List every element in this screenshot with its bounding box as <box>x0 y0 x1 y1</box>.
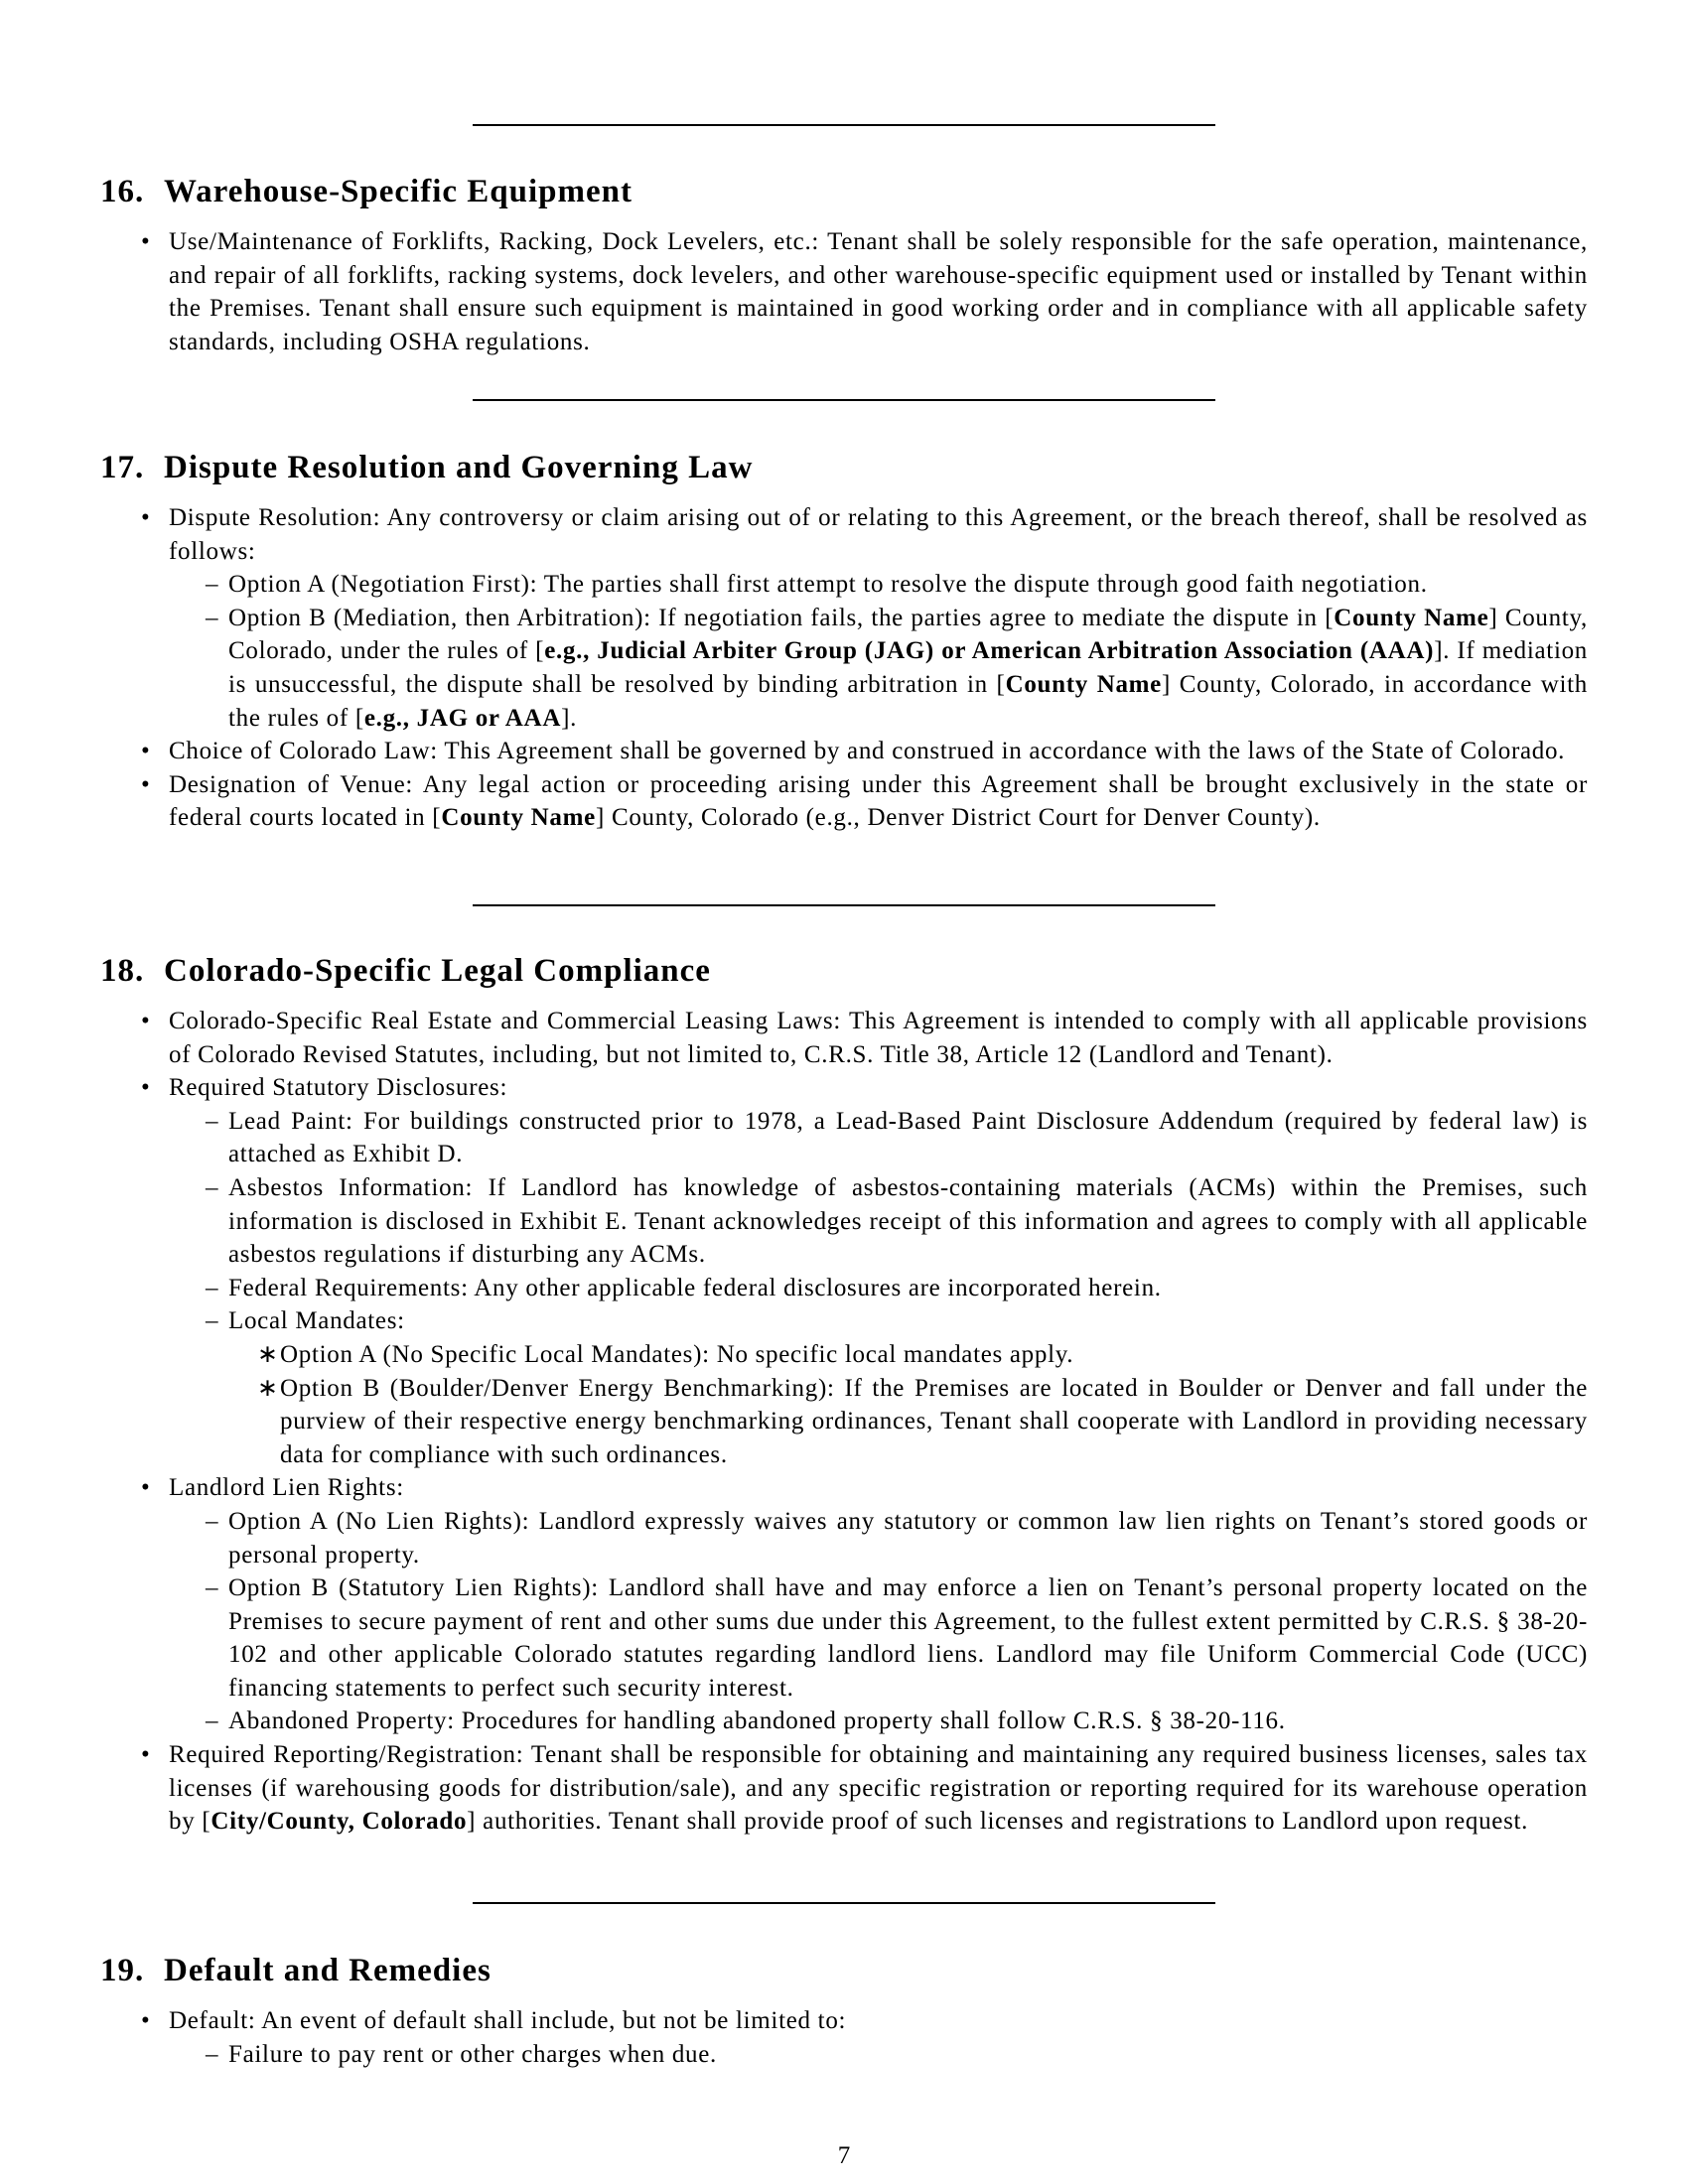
text-run: ] County, Colorado (e.g., Denver District Court for Denver County). <box>595 804 1321 832</box>
sub-list-item <box>228 1304 1588 1471</box>
list-item <box>169 2004 1588 2071</box>
text-run: ] County, Colorado, in accordance with the rules of [ <box>228 670 1588 732</box>
placeholder-text: County Name <box>1334 604 1489 631</box>
item-text: Choice of Colorado Law: This Agreement shall be governed by and construed in accordance with the laws of the State of Colorado. <box>169 738 1566 765</box>
section-number: 19. <box>100 1953 145 1988</box>
sub-list-item <box>228 2038 1588 2072</box>
section-title: Warehouse-Specific Equipment <box>164 174 633 209</box>
bullet-list <box>100 1005 1588 1839</box>
item-text: Abandoned Property: Procedures for handling abandoned property shall follow C.R.S. § 38-20-116. <box>228 1707 1286 1735</box>
section-divider <box>473 904 1215 906</box>
section-title: Default and Remedies <box>164 1953 492 1988</box>
item-text: Option B (Statutory Lien Rights): Landlord shall have and may enforce a lien on Tenant’s personal property located on the Premises to secure payment of rent and other sums due under this Agreement, to the fullest extent permitted by C.R.S. § 38-20-102 and other applicable Colorado statutes regarding landlord liens. Landlord may file Uniform Commercial Code (UCC) financing statements to perfect such security interest. <box>228 1574 1588 1702</box>
bullet-list <box>100 2004 1588 2071</box>
item-text: Local Mandates: <box>228 1307 405 1335</box>
section-divider <box>473 1902 1215 1904</box>
section-divider <box>473 399 1215 401</box>
sub-list-item <box>228 1105 1588 1171</box>
sub-list <box>169 1105 1588 1472</box>
list-item <box>169 1005 1588 1071</box>
section-number: 16. <box>100 174 145 209</box>
sub-list-item <box>228 1571 1588 1705</box>
item-text: Colorado-Specific Real Estate and Commercial Leasing Laws: This Agreement is intended to comply with all applicable provisions of Colorado Revised Statutes, including, but not limited to, C.R.S. Title 38, Article 12 (Landlord and Tenant). <box>169 1008 1588 1068</box>
sub-list-item <box>228 602 1588 735</box>
placeholder-text: County Name <box>1005 670 1162 698</box>
placeholder-text: City/County, Colorado <box>211 1808 468 1836</box>
bullet-list <box>100 501 1588 835</box>
list-item <box>169 1071 1588 1471</box>
list-item <box>169 501 1588 735</box>
list-item <box>169 1471 1588 1738</box>
sub-sub-list-item <box>280 1338 1588 1372</box>
sub-sub-list-item <box>280 1372 1588 1472</box>
placeholder-text: e.g., JAG or AAA <box>363 704 562 732</box>
section-heading <box>100 172 1588 211</box>
bullet-list <box>100 225 1588 358</box>
section-heading <box>100 1951 1588 1990</box>
text-run: ]. If mediation is unsuccessful, the dispute shall be resolved by binding arbitration in [ <box>228 637 1588 698</box>
sub-list <box>169 2038 1588 2072</box>
list-item <box>169 768 1588 835</box>
item-text: Landlord Lien Rights: <box>169 1474 404 1502</box>
item-text: Option B (Boulder/Denver Energy Benchmarking): If the Premises are located in Boulder or Denver and fall under the purview of their respective energy benchmarking ordinances, Tenant shall cooperate with Landlord in providing necessary data for compliance with such ordinances. <box>280 1374 1588 1468</box>
section-17 <box>100 448 1588 835</box>
item-text: Lead Paint: For buildings constructed prior to 1978, a Lead-Based Paint Disclosure Addendum (required by federal law) is attached as Exhibit D. <box>228 1107 1588 1168</box>
section-number: 18. <box>100 953 145 989</box>
item-text: Failure to pay rent or other charges when due. <box>228 2040 718 2068</box>
text-run: ]. <box>561 704 578 732</box>
sub-list-item <box>228 1705 1588 1738</box>
item-text <box>169 1741 1588 1835</box>
text-run: ] authorities. Tenant shall provide proof of such licenses and registrations to Landlord upon request. <box>467 1808 1529 1836</box>
sub-sub-list <box>228 1338 1588 1471</box>
text-run: Option B (Mediation, then Arbitration): If negotiation fails, the parties agree to mediate the dispute in [ <box>228 604 1335 631</box>
section-title: Colorado-Specific Legal Compliance <box>164 953 711 989</box>
section-divider <box>473 124 1215 126</box>
section-number: 17. <box>100 450 145 485</box>
placeholder-text: e.g., Judicial Arbiter Group (JAG) or American Arbitration Association (AAA) <box>544 637 1435 665</box>
sub-list-item <box>228 1272 1588 1305</box>
item-text: Federal Requirements: Any other applicable federal disclosures are incorporated herein. <box>228 1274 1162 1301</box>
list-item <box>169 1738 1588 1839</box>
section-16 <box>100 172 1588 358</box>
sub-list-item <box>228 1505 1588 1571</box>
page-number: 7 <box>837 2142 851 2169</box>
text-run: ] County, Colorado, under the rules of [ <box>228 604 1589 665</box>
section-18 <box>100 951 1588 1839</box>
section-19 <box>100 1951 1588 2071</box>
item-text <box>169 771 1588 832</box>
section-heading <box>100 448 1588 487</box>
item-text <box>228 605 1588 732</box>
list-item <box>169 225 1588 358</box>
item-text: Use/Maintenance of Forklifts, Racking, Dock Levelers, etc.: Tenant shall be solely responsible for the safe operation, maintenance, and repair of all forklifts, racking systems, dock levelers, and other warehouse-specific equipment used or installed by Tenant within the Premises. Tenant shall ensure such equipment is maintained in good working order and in compliance with all applicable safety standards, including OSHA regulations. <box>169 228 1588 355</box>
item-text: Option A (No Lien Rights): Landlord expressly waives any statutory or common law lien rights on Tenant’s stored goods or personal property. <box>228 1507 1588 1569</box>
text-run: Designation of Venue: Any legal action or proceeding arising under this Agreement shall be brought exclusively in the state or federal courts located in [ <box>169 770 1588 832</box>
item-text: Option A (No Specific Local Mandates): No specific local mandates apply. <box>280 1340 1074 1368</box>
item-text: Default: An event of default shall include, but not be limited to: <box>169 2007 847 2034</box>
text-run: Required Reporting/Registration: Tenant shall be responsible for obtaining and maintaining any required business licenses, sales tax licenses (if warehousing goods for distribution/sale), and any specific registration or reporting required for its warehouse operation by [ <box>169 1741 1588 1836</box>
sub-list <box>169 568 1588 735</box>
sub-list-item <box>228 568 1588 602</box>
section-title: Dispute Resolution and Governing Law <box>164 450 754 485</box>
placeholder-text: County Name <box>441 804 596 832</box>
sub-list <box>169 1505 1588 1738</box>
list-item <box>169 735 1588 768</box>
item-text: Option A (Negotiation First): The parties shall first attempt to resolve the dispute through good faith negotiation. <box>228 571 1428 599</box>
sub-list-item <box>228 1171 1588 1272</box>
item-text: Asbestos Information: If Landlord has knowledge of asbestos-containing materials (ACMs) within the Premises, such information is disclosed in Exhibit E. Tenant acknowledges receipt of this information and agrees to comply with all applicable asbestos regulations if disturbing any ACMs. <box>228 1173 1588 1269</box>
item-text: Required Statutory Disclosures: <box>169 1074 508 1102</box>
section-heading <box>100 951 1588 991</box>
item-text: Dispute Resolution: Any controversy or claim arising out of or relating to this Agreement, or the breach thereof, shall be resolved as follows: <box>169 504 1588 565</box>
